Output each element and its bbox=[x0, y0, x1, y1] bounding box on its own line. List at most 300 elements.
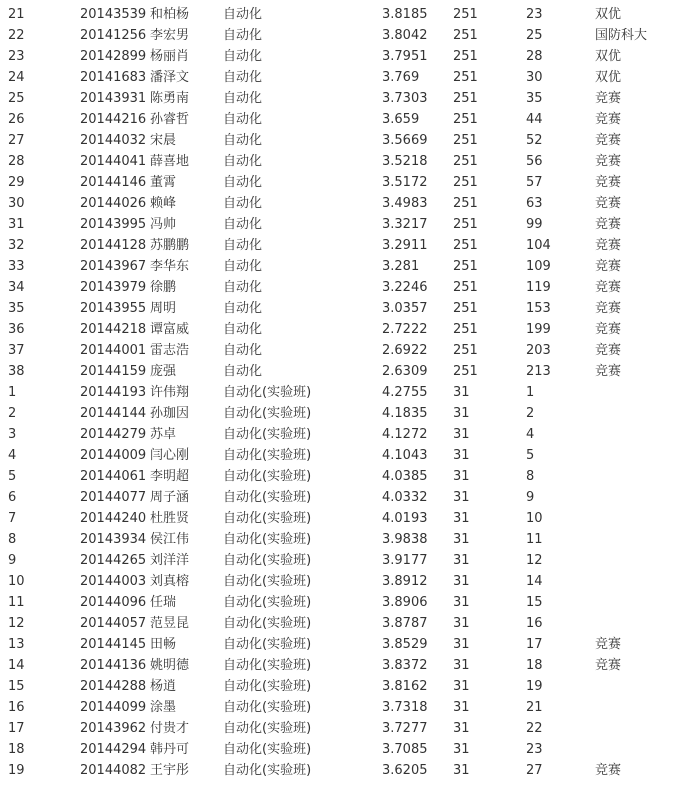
gpa-cell: 3.281 bbox=[382, 259, 420, 274]
table-row bbox=[0, 361, 673, 382]
table-row bbox=[0, 193, 673, 214]
rank-cell: 203 bbox=[526, 343, 551, 358]
student-name-cell: 庞强 bbox=[150, 364, 177, 379]
note-cell bbox=[595, 403, 673, 424]
row-index-cell: 11 bbox=[8, 595, 25, 610]
student-name-cell: 姚明德 bbox=[150, 658, 190, 673]
major-cell: 自动化(实验班) bbox=[223, 427, 312, 442]
table-row bbox=[0, 46, 673, 67]
row-index-cell: 27 bbox=[8, 133, 25, 148]
student-name-cell: 周子涵 bbox=[150, 490, 190, 505]
gpa-cell: 3.5218 bbox=[382, 154, 428, 169]
rank-cell: 17 bbox=[526, 637, 543, 652]
student-name-cell: 王宇彤 bbox=[150, 763, 190, 778]
table-row bbox=[0, 739, 673, 760]
row-index-cell: 15 bbox=[8, 679, 25, 694]
student-id-cell: 20144279 bbox=[80, 427, 147, 442]
student-name-cell: 闫心刚 bbox=[150, 448, 190, 463]
row-index-cell: 28 bbox=[8, 154, 25, 169]
major-cell: 自动化 bbox=[223, 301, 263, 316]
student-name-cell: 谭富威 bbox=[150, 322, 190, 337]
student-name-cell: 苏鹏鹏 bbox=[150, 238, 190, 253]
gpa-cell: 2.7222 bbox=[382, 322, 428, 337]
table-row bbox=[0, 487, 673, 508]
rank-cell: 52 bbox=[526, 133, 543, 148]
gpa-cell: 3.8906 bbox=[382, 595, 428, 610]
note-cell: 竞赛 bbox=[595, 196, 622, 211]
table-row bbox=[0, 214, 673, 235]
major-cell: 自动化 bbox=[223, 70, 263, 85]
rank-cell: 27 bbox=[526, 763, 543, 778]
class-total-cell: 31 bbox=[453, 595, 470, 610]
row-index-cell: 29 bbox=[8, 175, 25, 190]
gpa-cell: 4.0193 bbox=[382, 511, 428, 526]
table-row bbox=[0, 235, 673, 256]
note-cell: 竞赛 bbox=[595, 343, 622, 358]
student-name-cell: 任瑞 bbox=[150, 595, 177, 610]
note-cell bbox=[595, 445, 673, 466]
note-cell: 竞赛 bbox=[595, 238, 622, 253]
note-cell bbox=[595, 697, 673, 718]
note-cell bbox=[595, 613, 673, 634]
table-row bbox=[0, 718, 673, 739]
note-cell: 竞赛 bbox=[595, 637, 622, 652]
student-name-cell: 涂墨 bbox=[150, 700, 177, 715]
class-total-cell: 251 bbox=[453, 364, 478, 379]
class-total-cell: 251 bbox=[453, 70, 478, 85]
major-cell: 自动化(实验班) bbox=[223, 679, 312, 694]
row-index-cell: 24 bbox=[8, 70, 25, 85]
note-cell: 竞赛 bbox=[595, 364, 622, 379]
class-total-cell: 31 bbox=[453, 637, 470, 652]
row-index-cell: 33 bbox=[8, 259, 25, 274]
gpa-cell: 2.6922 bbox=[382, 343, 428, 358]
rank-cell: 5 bbox=[526, 448, 535, 463]
note-cell bbox=[595, 550, 673, 571]
row-index-cell: 7 bbox=[8, 511, 17, 526]
student-id-cell: 20144128 bbox=[80, 238, 147, 253]
gpa-cell: 4.0385 bbox=[382, 469, 428, 484]
table-row bbox=[0, 151, 673, 172]
note-cell bbox=[595, 718, 673, 739]
student-name-cell: 李宏男 bbox=[150, 28, 190, 43]
gpa-cell: 3.5669 bbox=[382, 133, 428, 148]
class-total-cell: 31 bbox=[453, 658, 470, 673]
student-id-cell: 20144001 bbox=[80, 343, 147, 358]
major-cell: 自动化(实验班) bbox=[223, 595, 312, 610]
rank-cell: 18 bbox=[526, 658, 543, 673]
student-id-cell: 20144061 bbox=[80, 469, 147, 484]
major-cell: 自动化(实验班) bbox=[223, 763, 312, 778]
student-name-cell: 苏卓 bbox=[150, 427, 177, 442]
table-row bbox=[0, 571, 673, 592]
class-total-cell: 31 bbox=[453, 532, 470, 547]
note-cell bbox=[595, 382, 673, 403]
rank-cell: 9 bbox=[526, 490, 535, 505]
gpa-cell: 3.659 bbox=[382, 112, 420, 127]
student-id-cell: 20143979 bbox=[80, 280, 147, 295]
major-cell: 自动化 bbox=[223, 238, 263, 253]
row-index-cell: 23 bbox=[8, 49, 25, 64]
note-cell: 竞赛 bbox=[595, 133, 622, 148]
rank-cell: 56 bbox=[526, 154, 543, 169]
rank-cell: 19 bbox=[526, 679, 543, 694]
row-index-cell: 26 bbox=[8, 112, 25, 127]
row-index-cell: 34 bbox=[8, 280, 25, 295]
note-cell: 双优 bbox=[595, 70, 622, 85]
student-ranking-table bbox=[0, 4, 673, 781]
rank-cell: 23 bbox=[526, 742, 543, 757]
note-cell: 双优 bbox=[595, 7, 622, 22]
rank-cell: 11 bbox=[526, 532, 543, 547]
student-id-cell: 20144057 bbox=[80, 616, 147, 631]
student-id-cell: 20144159 bbox=[80, 364, 147, 379]
major-cell: 自动化 bbox=[223, 196, 263, 211]
rank-cell: 30 bbox=[526, 70, 543, 85]
rank-cell: 63 bbox=[526, 196, 543, 211]
student-name-cell: 许伟翔 bbox=[150, 385, 190, 400]
student-name-cell: 孙珈因 bbox=[150, 406, 190, 421]
major-cell: 自动化 bbox=[223, 259, 263, 274]
gpa-cell: 3.7303 bbox=[382, 91, 428, 106]
student-id-cell: 20144146 bbox=[80, 175, 147, 190]
note-cell bbox=[595, 508, 673, 529]
student-id-cell: 20144003 bbox=[80, 574, 147, 589]
note-cell: 竞赛 bbox=[595, 658, 622, 673]
table-row bbox=[0, 634, 673, 655]
class-total-cell: 251 bbox=[453, 154, 478, 169]
row-index-cell: 10 bbox=[8, 574, 25, 589]
student-id-cell: 20143967 bbox=[80, 259, 147, 274]
class-total-cell: 31 bbox=[453, 742, 470, 757]
rank-cell: 119 bbox=[526, 280, 551, 295]
table-row bbox=[0, 424, 673, 445]
note-cell bbox=[595, 424, 673, 445]
note-cell: 国防科大 bbox=[595, 28, 648, 43]
student-id-cell: 20144144 bbox=[80, 406, 147, 421]
major-cell: 自动化(实验班) bbox=[223, 511, 312, 526]
table-row bbox=[0, 88, 673, 109]
student-name-cell: 李明超 bbox=[150, 469, 190, 484]
gpa-cell: 4.1043 bbox=[382, 448, 428, 463]
major-cell: 自动化(实验班) bbox=[223, 532, 312, 547]
table-row bbox=[0, 655, 673, 676]
gpa-cell: 3.8372 bbox=[382, 658, 428, 673]
rank-cell: 99 bbox=[526, 217, 543, 232]
class-total-cell: 251 bbox=[453, 322, 478, 337]
major-cell: 自动化 bbox=[223, 217, 263, 232]
major-cell: 自动化 bbox=[223, 280, 263, 295]
rank-cell: 35 bbox=[526, 91, 543, 106]
gpa-cell: 3.3217 bbox=[382, 217, 428, 232]
gpa-cell: 3.6205 bbox=[382, 763, 428, 778]
gpa-cell: 3.9838 bbox=[382, 532, 428, 547]
student-name-cell: 宋晨 bbox=[150, 133, 177, 148]
rank-cell: 15 bbox=[526, 595, 543, 610]
student-name-cell: 潘泽文 bbox=[150, 70, 190, 85]
row-index-cell: 5 bbox=[8, 469, 17, 484]
major-cell: 自动化(实验班) bbox=[223, 700, 312, 715]
note-cell: 双优 bbox=[595, 49, 622, 64]
rank-cell: 109 bbox=[526, 259, 551, 274]
rank-cell: 23 bbox=[526, 7, 543, 22]
major-cell: 自动化(实验班) bbox=[223, 385, 312, 400]
rank-cell: 12 bbox=[526, 553, 543, 568]
row-index-cell: 9 bbox=[8, 553, 17, 568]
rank-cell: 8 bbox=[526, 469, 535, 484]
rank-cell: 44 bbox=[526, 112, 543, 127]
class-total-cell: 251 bbox=[453, 175, 478, 190]
gpa-cell: 3.8787 bbox=[382, 616, 428, 631]
major-cell: 自动化 bbox=[223, 49, 263, 64]
student-name-cell: 孙睿哲 bbox=[150, 112, 190, 127]
student-name-cell: 雷志浩 bbox=[150, 343, 190, 358]
rank-cell: 25 bbox=[526, 28, 543, 43]
gpa-cell: 3.7277 bbox=[382, 721, 428, 736]
student-id-cell: 20143962 bbox=[80, 721, 147, 736]
table-row bbox=[0, 760, 673, 781]
table-row bbox=[0, 298, 673, 319]
student-name-cell: 董霄 bbox=[150, 175, 177, 190]
rank-cell: 22 bbox=[526, 721, 543, 736]
major-cell: 自动化(实验班) bbox=[223, 658, 312, 673]
major-cell: 自动化(实验班) bbox=[223, 742, 312, 757]
rank-cell: 213 bbox=[526, 364, 551, 379]
table-row bbox=[0, 130, 673, 151]
student-id-cell: 20141683 bbox=[80, 70, 147, 85]
class-total-cell: 251 bbox=[453, 91, 478, 106]
rank-cell: 2 bbox=[526, 406, 535, 421]
student-id-cell: 20144082 bbox=[80, 763, 147, 778]
class-total-cell: 251 bbox=[453, 133, 478, 148]
note-cell: 竞赛 bbox=[595, 301, 622, 316]
note-cell bbox=[595, 466, 673, 487]
gpa-cell: 3.9177 bbox=[382, 553, 428, 568]
gpa-cell: 4.0332 bbox=[382, 490, 428, 505]
note-cell bbox=[595, 739, 673, 760]
gpa-cell: 4.2755 bbox=[382, 385, 428, 400]
note-cell: 竞赛 bbox=[595, 175, 622, 190]
note-cell bbox=[595, 571, 673, 592]
class-total-cell: 251 bbox=[453, 7, 478, 22]
row-index-cell: 35 bbox=[8, 301, 25, 316]
student-id-cell: 20144099 bbox=[80, 700, 147, 715]
note-cell: 竞赛 bbox=[595, 112, 622, 127]
table-row bbox=[0, 676, 673, 697]
note-cell: 竞赛 bbox=[595, 280, 622, 295]
rank-cell: 153 bbox=[526, 301, 551, 316]
class-total-cell: 251 bbox=[453, 238, 478, 253]
note-cell bbox=[595, 676, 673, 697]
class-total-cell: 31 bbox=[453, 511, 470, 526]
class-total-cell: 31 bbox=[453, 721, 470, 736]
student-name-cell: 杨逍 bbox=[150, 679, 177, 694]
note-cell: 竞赛 bbox=[595, 322, 622, 337]
major-cell: 自动化 bbox=[223, 7, 263, 22]
table-row bbox=[0, 256, 673, 277]
table-row bbox=[0, 697, 673, 718]
student-id-cell: 20143995 bbox=[80, 217, 147, 232]
rank-cell: 104 bbox=[526, 238, 551, 253]
row-index-cell: 18 bbox=[8, 742, 25, 757]
table-row bbox=[0, 613, 673, 634]
table-row bbox=[0, 445, 673, 466]
table-row bbox=[0, 340, 673, 361]
rank-cell: 57 bbox=[526, 175, 543, 190]
gpa-cell: 4.1835 bbox=[382, 406, 428, 421]
rank-cell: 16 bbox=[526, 616, 543, 631]
major-cell: 自动化(实验班) bbox=[223, 406, 312, 421]
row-index-cell: 17 bbox=[8, 721, 25, 736]
row-index-cell: 14 bbox=[8, 658, 25, 673]
class-total-cell: 251 bbox=[453, 301, 478, 316]
class-total-cell: 31 bbox=[453, 574, 470, 589]
student-name-cell: 陈勇南 bbox=[150, 91, 190, 106]
student-id-cell: 20143934 bbox=[80, 532, 147, 547]
student-id-cell: 20144041 bbox=[80, 154, 147, 169]
class-total-cell: 31 bbox=[453, 406, 470, 421]
student-name-cell: 范昱昆 bbox=[150, 616, 190, 631]
student-id-cell: 20141256 bbox=[80, 28, 147, 43]
student-name-cell: 赖峰 bbox=[150, 196, 177, 211]
major-cell: 自动化 bbox=[223, 133, 263, 148]
class-total-cell: 31 bbox=[453, 469, 470, 484]
class-total-cell: 31 bbox=[453, 616, 470, 631]
row-index-cell: 12 bbox=[8, 616, 25, 631]
gpa-cell: 3.8185 bbox=[382, 7, 428, 22]
row-index-cell: 1 bbox=[8, 385, 17, 400]
note-cell bbox=[595, 592, 673, 613]
class-total-cell: 31 bbox=[453, 763, 470, 778]
student-id-cell: 20144026 bbox=[80, 196, 147, 211]
major-cell: 自动化(实验班) bbox=[223, 574, 312, 589]
student-name-cell: 薛喜地 bbox=[150, 154, 190, 169]
student-id-cell: 20144218 bbox=[80, 322, 147, 337]
row-index-cell: 37 bbox=[8, 343, 25, 358]
table-row bbox=[0, 277, 673, 298]
major-cell: 自动化(实验班) bbox=[223, 637, 312, 652]
table-row bbox=[0, 550, 673, 571]
table-row bbox=[0, 319, 673, 340]
row-index-cell: 31 bbox=[8, 217, 25, 232]
student-id-cell: 20144096 bbox=[80, 595, 147, 610]
table-row bbox=[0, 592, 673, 613]
student-id-cell: 20143955 bbox=[80, 301, 147, 316]
student-id-cell: 20144009 bbox=[80, 448, 147, 463]
row-index-cell: 8 bbox=[8, 532, 17, 547]
table-row bbox=[0, 466, 673, 487]
row-index-cell: 3 bbox=[8, 427, 17, 442]
class-total-cell: 251 bbox=[453, 217, 478, 232]
student-id-cell: 20144145 bbox=[80, 637, 147, 652]
class-total-cell: 251 bbox=[453, 196, 478, 211]
gpa-cell: 3.8529 bbox=[382, 637, 428, 652]
gpa-cell: 3.8042 bbox=[382, 28, 428, 43]
major-cell: 自动化(实验班) bbox=[223, 448, 312, 463]
gpa-cell: 3.8162 bbox=[382, 679, 428, 694]
table-row bbox=[0, 109, 673, 130]
student-name-cell: 刘真榕 bbox=[150, 574, 190, 589]
gpa-cell: 3.2911 bbox=[382, 238, 428, 253]
note-cell bbox=[595, 487, 673, 508]
table-row bbox=[0, 508, 673, 529]
row-index-cell: 13 bbox=[8, 637, 25, 652]
student-name-cell: 韩丹可 bbox=[150, 742, 190, 757]
student-id-cell: 20144032 bbox=[80, 133, 147, 148]
rank-cell: 1 bbox=[526, 385, 535, 400]
table-row bbox=[0, 4, 673, 25]
table-row bbox=[0, 25, 673, 46]
student-name-cell: 李华东 bbox=[150, 259, 190, 274]
student-id-cell: 20142899 bbox=[80, 49, 147, 64]
gpa-cell: 3.0357 bbox=[382, 301, 428, 316]
note-cell bbox=[595, 529, 673, 550]
gpa-cell: 3.7318 bbox=[382, 700, 428, 715]
major-cell: 自动化(实验班) bbox=[223, 469, 312, 484]
row-index-cell: 36 bbox=[8, 322, 25, 337]
class-total-cell: 251 bbox=[453, 49, 478, 64]
class-total-cell: 31 bbox=[453, 553, 470, 568]
major-cell: 自动化 bbox=[223, 91, 263, 106]
major-cell: 自动化(实验班) bbox=[223, 553, 312, 568]
major-cell: 自动化(实验班) bbox=[223, 490, 312, 505]
table-row bbox=[0, 67, 673, 88]
student-name-cell: 冯帅 bbox=[150, 217, 177, 232]
major-cell: 自动化 bbox=[223, 343, 263, 358]
class-total-cell: 251 bbox=[453, 343, 478, 358]
rank-cell: 14 bbox=[526, 574, 543, 589]
student-id-cell: 20144216 bbox=[80, 112, 147, 127]
student-name-cell: 杜胜贤 bbox=[150, 511, 190, 526]
note-cell: 竞赛 bbox=[595, 763, 622, 778]
gpa-cell: 4.1272 bbox=[382, 427, 428, 442]
rank-cell: 28 bbox=[526, 49, 543, 64]
gpa-cell: 3.7085 bbox=[382, 742, 428, 757]
major-cell: 自动化 bbox=[223, 364, 263, 379]
student-id-cell: 20144077 bbox=[80, 490, 147, 505]
class-total-cell: 31 bbox=[453, 427, 470, 442]
class-total-cell: 31 bbox=[453, 700, 470, 715]
row-index-cell: 32 bbox=[8, 238, 25, 253]
student-name-cell: 田畅 bbox=[150, 637, 177, 652]
rank-cell: 199 bbox=[526, 322, 551, 337]
student-name-cell: 徐鹏 bbox=[150, 280, 177, 295]
note-cell: 竞赛 bbox=[595, 91, 622, 106]
rank-cell: 4 bbox=[526, 427, 535, 442]
gpa-cell: 3.7951 bbox=[382, 49, 428, 64]
row-index-cell: 22 bbox=[8, 28, 25, 43]
student-name-cell: 付贵才 bbox=[150, 721, 190, 736]
student-id-cell: 20144294 bbox=[80, 742, 147, 757]
table-body bbox=[0, 4, 673, 781]
major-cell: 自动化 bbox=[223, 175, 263, 190]
row-index-cell: 2 bbox=[8, 406, 17, 421]
row-index-cell: 30 bbox=[8, 196, 25, 211]
gpa-cell: 3.769 bbox=[382, 70, 420, 85]
row-index-cell: 38 bbox=[8, 364, 25, 379]
table-row bbox=[0, 172, 673, 193]
student-id-cell: 20144265 bbox=[80, 553, 147, 568]
row-index-cell: 25 bbox=[8, 91, 25, 106]
note-cell: 竞赛 bbox=[595, 217, 622, 232]
row-index-cell: 19 bbox=[8, 763, 25, 778]
gpa-cell: 3.4983 bbox=[382, 196, 428, 211]
student-name-cell: 周明 bbox=[150, 301, 177, 316]
student-id-cell: 20144240 bbox=[80, 511, 147, 526]
row-index-cell: 16 bbox=[8, 700, 25, 715]
gpa-cell: 3.8912 bbox=[382, 574, 428, 589]
table-row bbox=[0, 403, 673, 424]
